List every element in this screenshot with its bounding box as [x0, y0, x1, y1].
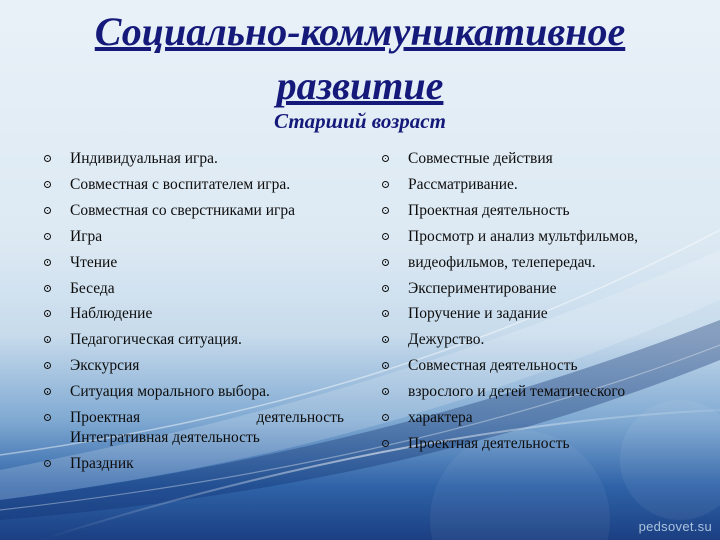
list-item-text: Совместная деятельность: [408, 357, 578, 375]
list-item-text: Наблюдение: [70, 305, 153, 323]
slide-title-line-1: Социально-коммуникативное: [94, 9, 626, 54]
list-item: [44, 146, 344, 172]
right-bullet-list: [382, 146, 682, 457]
bullet-icon: [44, 362, 51, 369]
list-item-word: Проектная: [70, 409, 141, 427]
bullet-icon: [382, 336, 389, 343]
list-item-text: Чтение: [70, 253, 118, 271]
list-item: [44, 327, 344, 353]
bullet-icon: [44, 155, 51, 162]
bullet-icon: [382, 259, 389, 266]
list-item: [382, 224, 682, 250]
list-item-text: Беседа: [70, 279, 115, 297]
list-item-text: Экскурсия: [70, 357, 140, 375]
bullet-icon: [382, 181, 389, 188]
list-item-text: Интегративная деятельность: [70, 428, 260, 446]
list-item: [382, 353, 682, 379]
list-item-continuation: [44, 425, 344, 451]
list-item-text: характера: [408, 409, 473, 427]
list-item-text: Игра: [70, 227, 103, 245]
bullet-icon: [382, 285, 389, 292]
list-item-text: Индивидуальная игра.: [70, 150, 218, 167]
bullet-icon: [44, 181, 51, 188]
bullet-icon: [44, 285, 51, 292]
list-item-text: видеофильмов, телепередач.: [408, 253, 596, 271]
list-item: [382, 301, 682, 327]
bullet-icon: [382, 414, 389, 421]
list-item: [382, 276, 682, 302]
list-item-text: Ситуация морального выбора.: [70, 383, 270, 401]
slide-title-line-2: развитие: [276, 63, 444, 108]
bullet-icon: [382, 155, 389, 162]
list-item: [382, 405, 682, 431]
list-item-text: Экспериментирование: [408, 279, 557, 297]
list-item: [44, 301, 344, 327]
list-item: [44, 451, 344, 477]
list-item-text: Поручение и задание: [408, 305, 548, 323]
bullet-icon: [382, 233, 389, 240]
list-item: [382, 146, 682, 172]
watermark: pedsovet.su: [638, 519, 712, 534]
list-item-text: Педагогическая ситуация.: [70, 331, 242, 349]
bullet-icon: [44, 336, 51, 343]
slide-subtitle: Старший возраст: [274, 109, 446, 133]
bullet-icon: [44, 207, 51, 214]
list-item-text: взрослого и детей тематического: [408, 383, 626, 401]
list-item-text: Рассматривание.: [408, 175, 518, 193]
bullet-icon: [382, 388, 389, 395]
list-item: [44, 224, 344, 250]
list-item: [44, 276, 344, 302]
list-item-text: Проектная деятельность: [408, 434, 570, 452]
bullet-icon: [44, 233, 51, 240]
list-item-text: Совместная со сверстниками игра: [70, 201, 295, 219]
bullet-icon: [44, 460, 51, 467]
bullet-icon: [44, 259, 51, 266]
list-item: [44, 198, 344, 224]
list-item-text: Праздник: [70, 454, 134, 472]
list-item: [44, 250, 344, 276]
list-item-text: Проектная деятельность: [408, 201, 570, 219]
list-item: [382, 327, 682, 353]
bullet-icon: [382, 310, 389, 317]
bullet-icon: [44, 310, 51, 317]
list-item-text: Совместная с воспитателем игра.: [70, 175, 291, 193]
list-item-text: Просмотр и анализ мультфильмов,: [408, 227, 639, 245]
list-item: [382, 198, 682, 224]
list-item: [382, 379, 682, 405]
list-item: [44, 379, 344, 405]
list-item-word: деятельность: [256, 409, 344, 427]
bullet-icon: [382, 207, 389, 214]
list-item-text: Совместные действия: [408, 150, 553, 167]
bullet-icon: [382, 440, 389, 447]
bullet-icon: [44, 388, 51, 395]
list-item: [382, 172, 682, 198]
list-item: [382, 431, 682, 457]
bullet-icon: [44, 414, 51, 421]
left-bullet-list: [44, 146, 344, 477]
bullet-icon: [382, 362, 389, 369]
list-item-text: Дежурство.: [408, 331, 485, 349]
list-item: [44, 353, 344, 379]
list-item: [44, 172, 344, 198]
list-item: [382, 250, 682, 276]
